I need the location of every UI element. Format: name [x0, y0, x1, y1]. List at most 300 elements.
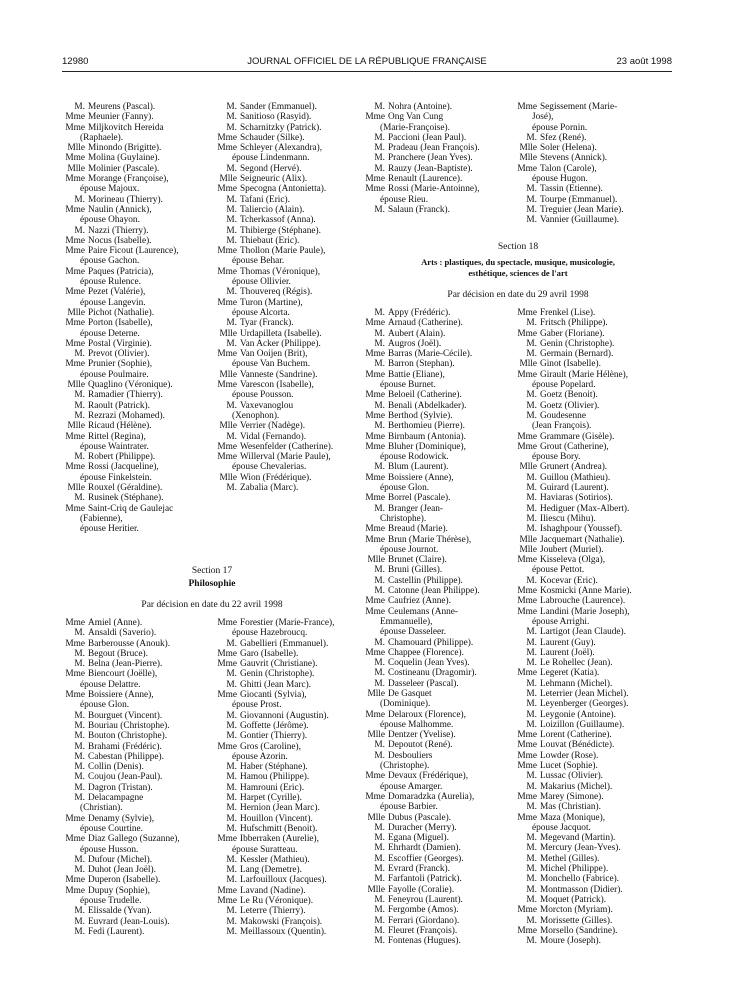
civility-title: Mlle	[367, 688, 385, 699]
person-name: épouse Glon.	[80, 700, 130, 711]
list-item	[214, 721, 334, 731]
person-name: épouse Suratteau.	[232, 844, 298, 855]
list-item	[214, 370, 333, 380]
list-item	[214, 226, 333, 236]
person-name: Prevot (Olivier).	[88, 349, 150, 360]
person-name: Aubert (Alain).	[388, 328, 446, 339]
civility-title: M.	[374, 132, 385, 143]
person-name: Tafani (Eric).	[240, 194, 290, 205]
list-item-continuation	[514, 823, 632, 833]
person-name: Battie (Eliane),	[388, 369, 445, 380]
person-name: Varescon (Isabelle),	[240, 380, 314, 391]
list-item	[214, 421, 333, 431]
person-name: Feneyrou (Laurent).	[388, 894, 463, 905]
page-header	[62, 56, 672, 70]
person-name: Methel (Gilles).	[540, 853, 600, 864]
list-item	[214, 855, 334, 865]
civility-title: Mme	[517, 369, 537, 380]
list-item	[214, 896, 334, 906]
list-item	[514, 658, 632, 668]
person-name: Genin (Christophe).	[240, 669, 315, 680]
civility-title: M.	[226, 679, 237, 690]
person-name: Porton (Isabelle),	[88, 318, 153, 329]
list-item	[62, 731, 180, 741]
list-item-continuation	[514, 174, 624, 184]
person-name: De Gasquet	[388, 688, 432, 699]
civility-title: Mme	[65, 122, 85, 133]
civility-title: Mme	[217, 896, 237, 907]
civility-title: Mlle	[219, 421, 237, 432]
list-item	[362, 596, 480, 606]
civility-title: M.	[226, 669, 237, 680]
civility-title: M.	[226, 194, 237, 205]
civility-title: M.	[226, 112, 237, 123]
person-name: épouse Pettot.	[532, 565, 585, 576]
civility-title: M.	[74, 710, 85, 721]
list-item-continuation	[362, 627, 480, 637]
list-item	[62, 504, 179, 514]
list-item	[362, 751, 480, 761]
list-item	[362, 359, 480, 369]
person-name: Vannier (Guillaume).	[540, 215, 619, 226]
list-item	[362, 504, 480, 514]
civility-title: M.	[74, 102, 85, 112]
civility-title: M.	[226, 102, 237, 112]
list-item	[62, 236, 179, 246]
person-name: Berthomieu (Pierre).	[388, 421, 465, 432]
civility-title: M.	[374, 462, 385, 473]
person-name: Ishaghpour (Youssef).	[540, 524, 623, 535]
list-item	[514, 833, 632, 843]
list-item-continuation	[514, 380, 632, 390]
civility-title: M.	[226, 803, 237, 814]
person-name: Rouxel (Géraldine).	[88, 482, 163, 493]
person-name: Fontenas (Hugues).	[388, 936, 461, 947]
list-item	[514, 689, 632, 699]
list-item	[362, 524, 480, 534]
person-name: (Christophe).	[380, 761, 430, 772]
civility-title: Mme	[365, 390, 385, 401]
civility-title: M.	[526, 884, 537, 895]
list-item	[362, 205, 480, 215]
civility-title: M.	[526, 833, 537, 844]
person-name: épouse Lindenmann.	[232, 153, 310, 164]
list-item-continuation	[214, 752, 334, 762]
list-item	[514, 926, 632, 936]
list-item	[514, 390, 632, 400]
person-name: Laurent (Joël).	[540, 647, 595, 658]
person-name: Desbouliers	[388, 750, 433, 761]
civility-title: Mme	[65, 618, 85, 628]
civility-title: Mlle	[67, 380, 85, 391]
civility-title: M.	[74, 772, 85, 783]
list-item	[214, 618, 334, 628]
list-item	[214, 401, 333, 411]
civility-title: Mme	[65, 885, 85, 896]
person-name: Borrel (Pascale).	[388, 493, 451, 504]
person-name: épouse Barbier.	[380, 802, 438, 813]
list-item-continuation	[214, 308, 333, 318]
civility-title: M.	[526, 338, 537, 349]
list-item	[514, 648, 632, 658]
person-name: Moquet (Patrick).	[540, 894, 607, 905]
person-name: Guirard (Laurent).	[540, 483, 609, 494]
person-name: Paccioni (Jean Paul).	[388, 132, 467, 143]
person-name: Delacampagne	[88, 793, 144, 804]
person-name: Naulin (Annick),	[88, 204, 152, 215]
person-name: épouse Popelard.	[532, 380, 596, 391]
person-name: épouse Bory.	[532, 452, 581, 463]
civility-title: M.	[374, 905, 385, 916]
civility-title: Mme	[517, 905, 537, 916]
person-name: Van Acker (Philippe).	[240, 338, 321, 349]
person-name: Thiebaut (Eric).	[240, 235, 300, 246]
column-2	[214, 102, 333, 493]
list-item	[514, 514, 632, 524]
person-name: épouse Journot.	[380, 544, 439, 555]
list-item	[362, 689, 480, 699]
column-7	[362, 308, 480, 946]
person-name: Ghitti (Jean Marc).	[240, 679, 311, 690]
civility-title: Mme	[365, 534, 385, 545]
issue-date: 23 août 1998	[616, 56, 672, 67]
list-item	[514, 339, 632, 349]
person-name: Pichot (Nathalie).	[88, 307, 155, 318]
person-name: Caufriez (Anne).	[388, 596, 451, 607]
person-name: Tcherkassof (Anna).	[240, 215, 316, 226]
person-name: épouse Jacquot.	[532, 822, 591, 833]
person-name: Begout (Bruce).	[88, 648, 148, 659]
list-item	[362, 813, 480, 823]
list-item-continuation	[362, 195, 480, 205]
civility-title: Mme	[65, 638, 85, 649]
civility-title: Mme	[217, 452, 237, 463]
list-item	[62, 123, 179, 133]
civility-title: Mme	[217, 184, 237, 195]
list-item	[214, 649, 334, 659]
civility-title: Mlle	[367, 730, 385, 741]
civility-title: M.	[526, 699, 537, 710]
list-item	[214, 205, 333, 215]
civility-title: Mlle	[67, 307, 85, 318]
civility-title: Mme	[217, 297, 237, 308]
civility-title: M.	[74, 720, 85, 731]
person-name: Genin (Christophe).	[540, 338, 615, 349]
list-item	[214, 875, 334, 885]
person-name: Leygonie (Antoine).	[540, 709, 616, 720]
civility-title: Mme	[517, 586, 537, 597]
person-name: épouse Malhomme.	[380, 719, 454, 730]
list-item	[214, 906, 334, 916]
list-item	[362, 792, 480, 802]
person-name: Lavand (Nadine).	[240, 885, 306, 896]
person-name: Nohra (Antoine).	[388, 102, 453, 112]
civility-title: Mme	[517, 308, 537, 318]
person-name: épouse Waintrater.	[80, 441, 149, 452]
person-name: Fleuret (François).	[388, 925, 458, 936]
person-name: Lowder (Rose).	[540, 750, 599, 761]
civility-title: M.	[74, 648, 85, 659]
person-name: Urdapilleta (Isabelle).	[240, 328, 322, 339]
person-name: Hamrouni (Eric).	[240, 782, 305, 793]
list-item	[214, 267, 333, 277]
list-item-continuation	[62, 680, 180, 690]
civility-title: Mlle	[67, 421, 85, 432]
civility-title: M.	[526, 802, 537, 813]
list-item	[362, 555, 480, 565]
person-name: Iliescu (Mihu).	[540, 513, 596, 524]
person-name: Barberousse (Anouk).	[88, 638, 171, 649]
civility-title: Mme	[517, 431, 537, 442]
list-item	[214, 639, 334, 649]
list-item	[514, 936, 632, 946]
section-18-subject-line-1: Arts : plastiques, du spectacle, musique, musicologie,	[421, 257, 615, 267]
person-name: Barron (Stephan).	[388, 359, 455, 370]
list-item	[362, 895, 480, 905]
list-item	[62, 762, 180, 772]
person-name: Van Ooijen (Brit),	[240, 349, 308, 360]
civility-title: Mme	[217, 690, 237, 701]
civility-title: M.	[74, 349, 85, 360]
list-item	[62, 143, 179, 153]
person-name: Pradeau (Jean François).	[388, 143, 480, 154]
list-item	[62, 483, 179, 493]
person-name: Kocevar (Eric).	[540, 575, 598, 586]
civility-title: M.	[374, 204, 385, 215]
person-name: Makowski (François).	[240, 916, 323, 927]
list-item	[514, 596, 632, 606]
section-17-subject: Philosophie	[188, 579, 236, 589]
list-item-continuation	[362, 380, 480, 390]
person-name: épouse Majoux.	[80, 184, 140, 195]
person-name: épouse Rieu.	[380, 194, 429, 205]
person-name: Mercury (Jean-Yves).	[540, 843, 621, 854]
journal-title: JOURNAL OFFICIEL DE LA RÉPUBLIQUE FRANÇAISE	[247, 56, 487, 67]
person-name: Denamy (Sylvie),	[88, 813, 155, 824]
person-name: Devaux (Frédérique),	[388, 771, 469, 782]
person-name: (Fabienne),	[80, 513, 123, 524]
list-item	[514, 308, 632, 318]
list-item	[62, 390, 179, 400]
person-name: Ibberraken (Aurelie),	[240, 834, 319, 845]
list-item	[214, 814, 334, 824]
person-name: épouse Trudelle.	[80, 896, 142, 907]
civility-title: M.	[74, 762, 85, 773]
list-item-continuation	[62, 514, 179, 524]
civility-title: M.	[526, 472, 537, 483]
person-name: Brunet (Claire).	[388, 555, 447, 566]
list-item	[362, 638, 480, 648]
civility-title: M.	[74, 400, 85, 411]
list-item-continuation	[514, 617, 632, 627]
list-item	[514, 493, 632, 503]
list-item-continuation	[214, 390, 333, 400]
list-item	[514, 133, 624, 143]
civility-title: Mme	[365, 112, 385, 123]
list-item	[362, 833, 480, 843]
civility-title: Mme	[365, 596, 385, 607]
list-item	[514, 792, 632, 802]
civility-title: M.	[526, 503, 537, 514]
list-item	[62, 411, 179, 421]
civility-title: M.	[374, 421, 385, 432]
civility-title: M.	[374, 915, 385, 926]
civility-title: Mlle	[219, 369, 237, 380]
person-name: Hediguer (Max-Albert).	[540, 503, 630, 514]
list-item	[514, 359, 632, 369]
person-name: Guillou (Mathieu).	[540, 472, 611, 483]
list-item	[362, 658, 480, 668]
civility-title: Mlle	[219, 328, 237, 339]
list-item	[214, 195, 333, 205]
person-name: Loizillon (Guillaume).	[540, 719, 625, 730]
civility-title: Mlle	[67, 163, 85, 174]
list-item-continuation	[214, 153, 333, 163]
list-item	[62, 462, 179, 472]
list-item	[62, 112, 179, 122]
person-name: Minondo (Brigitte).	[88, 143, 162, 154]
list-item	[514, 164, 624, 174]
list-item	[514, 740, 632, 750]
list-item-continuation	[62, 277, 179, 287]
person-name: Miljkovitch Hereida	[88, 122, 164, 133]
civility-title: Mme	[217, 441, 237, 452]
person-name: Morineau (Thierry).	[88, 194, 163, 205]
civility-title: Mme	[517, 441, 537, 452]
list-item-continuation	[214, 700, 334, 710]
list-item	[514, 432, 632, 442]
civility-title: Mme	[365, 709, 385, 720]
list-item	[362, 318, 480, 328]
person-name: Talon (Carole),	[540, 163, 597, 174]
person-name: José),	[532, 112, 554, 123]
person-name: Larfouilloux (Jacques).	[240, 875, 327, 886]
list-item	[362, 565, 480, 575]
civility-title: Mlle	[219, 472, 237, 483]
page-number: 12980	[62, 56, 89, 67]
list-item	[62, 711, 180, 721]
person-name: Vaxevanoglou	[240, 400, 294, 411]
civility-title: Mme	[365, 431, 385, 442]
list-item	[514, 895, 632, 905]
list-item-continuation	[62, 215, 179, 225]
list-item	[362, 411, 480, 421]
list-item	[62, 493, 179, 503]
person-name: Sfez (René).	[540, 132, 587, 143]
civility-title: M.	[74, 390, 85, 401]
list-item	[62, 287, 179, 297]
person-name: Raoult (Patrick).	[88, 400, 150, 411]
civility-title: Mme	[65, 338, 85, 349]
civility-title: M.	[374, 143, 385, 154]
person-name: Haber (Stéphane).	[240, 762, 308, 773]
person-name: Ansaldi (Saverio).	[88, 628, 157, 639]
list-item	[214, 329, 333, 339]
person-name: Moure (Joseph).	[540, 936, 601, 947]
list-item	[214, 174, 333, 184]
person-name: Jacquemart (Nathalie).	[540, 534, 625, 545]
person-name: Coujou (Jean-Paul).	[88, 772, 163, 783]
list-item	[214, 669, 334, 679]
list-item	[62, 814, 180, 824]
list-item	[514, 483, 632, 493]
person-name: Mas (Christian).	[540, 802, 601, 813]
person-name: Birnbaum (Antonia).	[388, 431, 466, 442]
civility-title: M.	[526, 204, 537, 215]
person-name: Giocanti (Sylvia),	[240, 690, 307, 701]
list-item	[62, 102, 179, 112]
person-name: Germain (Bernard).	[540, 349, 614, 360]
civility-title: M.	[526, 349, 537, 360]
list-item	[62, 834, 180, 844]
list-item	[514, 916, 632, 926]
person-name: Leterre (Thierry).	[240, 906, 306, 917]
civility-title: Mme	[365, 369, 385, 380]
list-item	[62, 174, 179, 184]
person-name: Makarius (Michel).	[540, 781, 613, 792]
civility-title: Mme	[217, 380, 237, 391]
person-name: Meillassoux (Quentin).	[240, 926, 327, 937]
list-item	[62, 659, 180, 669]
list-item	[514, 143, 624, 153]
person-name: Bluher (Dominique),	[388, 441, 466, 452]
list-item	[362, 740, 480, 750]
list-item	[514, 710, 632, 720]
person-name: Farfantoli (Patrick).	[388, 874, 462, 885]
list-item-continuation	[214, 628, 334, 638]
civility-title: Mme	[65, 834, 85, 845]
person-name: Seigneuric (Alix).	[240, 174, 308, 185]
list-item	[214, 215, 333, 225]
civility-title: Mme	[365, 771, 385, 782]
list-item-continuation	[362, 699, 480, 709]
civility-title: Mme	[517, 328, 537, 339]
list-item	[62, 318, 179, 328]
person-name: Augros (Joël).	[388, 338, 442, 349]
civility-title: M.	[526, 184, 537, 195]
civility-title: Mme	[217, 143, 237, 154]
list-item	[62, 752, 180, 762]
person-name: épouse Van Buchem.	[232, 359, 311, 370]
civility-title: Mme	[517, 791, 537, 802]
person-name: Bouriau (Christophe).	[88, 720, 170, 731]
civility-title: Mme	[65, 153, 85, 164]
person-name: Marey (Simone).	[540, 791, 604, 802]
list-item	[62, 721, 180, 731]
person-name: Lehmann (Michel).	[540, 678, 613, 689]
civility-title: Mme	[365, 647, 385, 658]
list-item	[362, 153, 480, 163]
list-item	[514, 720, 632, 730]
person-name: Delaroux (Florence),	[388, 709, 466, 720]
civility-title: Mme	[517, 925, 537, 936]
person-name: Goffette (Jérôme).	[240, 720, 309, 731]
person-name: Maza (Monique),	[540, 812, 606, 823]
person-name: Lucet (Sophie).	[540, 761, 598, 772]
list-item	[62, 742, 180, 752]
list-item	[362, 174, 480, 184]
list-item	[214, 731, 334, 741]
person-name: Evrard (Franck).	[388, 864, 450, 875]
section-17-heading: Section 17	[191, 566, 233, 576]
civility-title: M.	[226, 318, 237, 329]
person-name: Escoffier (Georges).	[388, 853, 464, 864]
list-item	[362, 679, 480, 689]
civility-title: M.	[226, 875, 237, 886]
civility-title: M.	[526, 915, 537, 926]
civility-title: M.	[526, 318, 537, 329]
list-item-continuation	[514, 123, 624, 133]
